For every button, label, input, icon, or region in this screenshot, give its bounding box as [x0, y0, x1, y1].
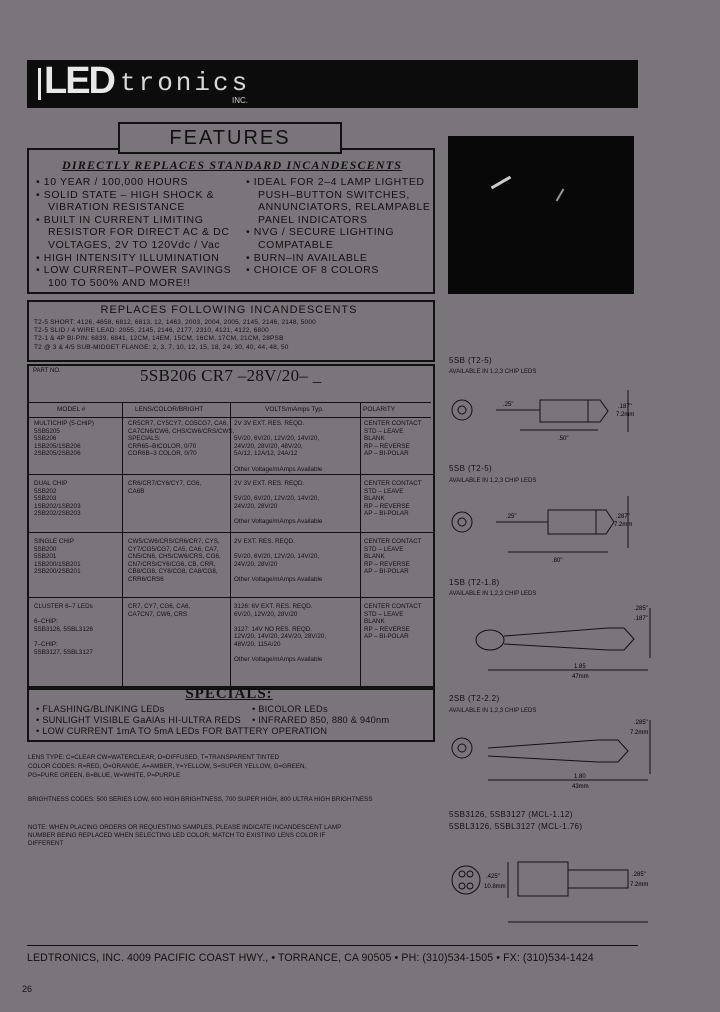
dim-label: 7.2mm — [630, 730, 649, 736]
replaces-line: T2-1 & 4P BI-PIN: 6839, 6841, 12CM, 14EM, 15CM, 16CM, 17CM, 21CM, 28PSB — [34, 335, 284, 343]
feature-item: • BURN–IN AVAILABLE — [246, 251, 368, 264]
replaces-line: T2-5 SHORT: 4126, 4658, 6812, 6813, 12, 1463, 2003, 2004, 2005, 2145, 2146, 2148, 5000 — [34, 319, 316, 326]
drawing-label: 5SBL3126, 5SBL3127 (MCL-1.76) — [449, 822, 583, 831]
header-polarity: POLARITY — [363, 406, 396, 413]
row3-polarity: CENTER CONTACT STD – LEAVE BLANK RP – REVERSE AP – BI-POLAR — [364, 538, 422, 576]
replaces-line: T2 @ 3 & 4/5 SUB-MIDGET FLANGE: 2, 3, 7, 10, 12, 15, 18, 24, 30, 40, 44, 48, 50 — [34, 343, 289, 351]
features-title: FEATURES — [118, 122, 342, 154]
drawing-label: 5SB (T2-5) — [449, 356, 493, 365]
feature-item: 100 TO 500% AND MORE!! — [48, 276, 191, 289]
row-divider — [27, 474, 433, 475]
row4-lens: CR7, CY7, CG6, CA6, CA7CN7, CW6, CRS — [128, 603, 191, 618]
feature-item: PUSH–BUTTON SWITCHES, — [258, 188, 410, 201]
special-item: • SUNLIGHT VISIBLE GaAlAs HI-ULTRA REDS — [36, 715, 241, 725]
dim-label: .187" — [634, 616, 648, 622]
color-codes: COLOR CODES: R=RED, O=ORANGE, A=AMBER, Y=YELLOW, S=SUPER YELLOW, G=GREEN, — [28, 763, 307, 770]
dim-label: .25" — [503, 402, 514, 408]
dim-label: 7.2mm — [630, 882, 649, 888]
dim-label: 7.2mm — [616, 412, 635, 418]
brand-text: tronics — [120, 68, 251, 98]
row4-volts: 3126: 6V EXT. RES. REQD. 6V/20, 12V/20, 28V/20 3127: 14V NO RES. REQD. 12V/20, 14V/20, 24V/20, 28V/20, 48V/20, 115A/20 Other Voltage/mAmps Available — [234, 603, 327, 664]
dim-label: 1.80 — [574, 774, 586, 780]
column-divider — [122, 403, 123, 686]
row4-model: CLUSTER 6–7 LEDs 6–CHIP: 5SB3126, 5SBL3126 7–CHIP: 5SB3127, 5SBL3127 — [34, 603, 93, 656]
dim-label: .25" — [506, 514, 517, 520]
dim-label: .80" — [552, 558, 563, 564]
drawing-label: 5SB (T2-5) — [449, 464, 493, 473]
row-divider — [27, 532, 433, 533]
drawing-sub: AVAILABLE IN 1,2,3 CHIP LEDS — [449, 478, 537, 484]
dim-label: .285" — [632, 872, 646, 878]
dim-label: .285" — [634, 720, 648, 726]
dim-label: 7.2mm — [614, 522, 633, 528]
footer-address: LEDTRONICS, INC. 4009 PACIFIC COAST HWY., • TORRANCE, CA 90505 • PH: (310)534-1505 • FX: (310)534-1424 — [27, 952, 594, 964]
row1-model: MULTICHIP (5-CHIP) 5SB5205 5SB206 1SB205/1SB206 2SB205/2SB206 — [34, 420, 94, 458]
special-item: • LOW CURRENT 1mA TO 5mA LEDs FOR BATTERY OPERATION — [36, 726, 328, 736]
part-number-example: 5SB206 CR7 –28V/20– _ — [140, 366, 322, 385]
feature-item: • 10 YEAR / 100,000 HOURS — [36, 176, 189, 188]
dim-label: .187" — [618, 404, 632, 410]
row2-model: DUAL CHIP 5SB202 5SB203 1SB202/1SB203 2SB202/2SB203 — [34, 480, 81, 518]
brightness-codes: BRIGHTNESS CODES: 500 SERIES LOW, 600 HIGH BRIGHTNESS, 700 SUPER HIGH, 800 ULTRA HIGH BRIGHTNESS — [28, 796, 373, 803]
row2-polarity: CENTER CONTACT STD – LEAVE BLANK RP – REVERSE AP – BI-POLAR — [364, 480, 422, 518]
header-bar — [27, 60, 638, 108]
replaces-list — [34, 319, 316, 352]
color-codes: PG=PURE GREEN, B=BLUE, W=WHITE, P=PURPLE — [28, 772, 181, 779]
brand-inc: INC. — [232, 96, 248, 105]
led-lamp-image — [556, 188, 565, 201]
order-note: DIFFERENT — [28, 840, 64, 847]
lens-type-codes: LENS TYPE: C=CLEAR CW=WATERCLEAR, D=DIFFUSED, T=TRANSPARENT TINTED — [28, 754, 279, 761]
row2-lens: CR6/CR7/CY6/CY7, CG6, CA6B — [128, 480, 202, 495]
header-volts: VOLTS/mAmps Typ. — [265, 406, 324, 413]
dim-label: .287" — [616, 514, 630, 520]
feature-item: • NVG / SECURE LIGHTING — [246, 226, 395, 239]
replaces-title: REPLACES FOLLOWING INCANDESCENTS — [100, 304, 358, 316]
product-photo — [448, 136, 634, 294]
row1-lens: CR5CR7, CY5CY7, CG5CG7, CA6, CA7CN6/CW6, CHS/CW6/CRS/CWS, SPECIALS: CRR65–BICOLOR, 0/70 COR6B–3 COLOR, 0/70 — [128, 420, 235, 458]
footer-divider — [27, 945, 638, 946]
feature-item: VOLTAGES, 2V TO 120Vdc / Vac — [48, 238, 221, 251]
specials-title: SPECIALS: — [185, 686, 273, 702]
drawing-sub: AVAILABLE IN 1,2,3 CHIP LEDS — [449, 708, 537, 714]
row-divider — [27, 597, 433, 598]
dim-label: .425" — [486, 874, 500, 880]
ledtronics-logo — [36, 60, 114, 104]
lamp-drawing-5sb-1 — [448, 378, 648, 454]
row2-volts: 2V 3V EXT. RES. REQD. 5V/20, 6V/20, 12V/20, 14V/20, 24V/20, 28V/20 Other Voltage/mAmps Available — [234, 480, 323, 525]
dim-label: .285" — [634, 606, 648, 612]
logo-text: LED — [44, 60, 114, 102]
header-model: MODEL # — [57, 406, 86, 413]
dim-label: .50" — [558, 436, 569, 442]
features-list-right — [246, 176, 436, 277]
feature-item: • CHOICE OF 8 COLORS — [246, 264, 379, 277]
header-lens: LENS/COLOR/BRIGHT — [135, 406, 204, 413]
table-header — [27, 402, 431, 418]
lamp-drawing-5sb-2 — [448, 488, 648, 574]
part-no-label: PART NO. — [33, 368, 61, 374]
special-item: • INFRARED 850, 880 & 940nm — [252, 715, 390, 725]
feature-item: • SOLID STATE – HIGH SHOCK & — [36, 188, 215, 201]
dim-label: 1.85 — [574, 664, 586, 670]
special-item: • BICOLOR LEDs — [252, 704, 328, 714]
drawing-sub: AVAILABLE IN 1,2,3 CHIP LEDS — [449, 591, 537, 597]
order-note: NOTE: WHEN PLACING ORDERS OR REQUESTING SAMPLES, PLEASE INDICATE INCANDESCENT LAMP — [28, 824, 342, 831]
feature-item: • LOW CURRENT–POWER SAVINGS — [36, 264, 232, 277]
page-number: 26 — [22, 984, 33, 994]
special-item: • FLASHING/BLINKING LEDs — [36, 704, 165, 714]
row1-volts: 2V 3V EXT. RES. REQD. 5V/20, 6V/20, 12V/20, 14V/20, 24V/20, 28V/20, 48V/20, 5A/12, 12A/12, 24A/12 Other Voltage/mAmps Available — [234, 420, 323, 473]
row1-polarity: CENTER CONTACT STD – LEAVE BLANK RP – REVERSE AP – BI-POLAR — [364, 420, 422, 458]
dim-label: 10.8mm — [484, 884, 506, 890]
feature-item: • IDEAL FOR 2–4 LAMP LIGHTED — [246, 176, 425, 188]
features-subtitle: DIRECTLY REPLACES STANDARD INCANDESCENTS — [62, 158, 403, 172]
features-list-left — [36, 176, 246, 289]
led-lamp-image — [491, 176, 512, 190]
feature-item: • HIGH INTENSITY ILLUMINATION — [36, 251, 220, 264]
feature-item: PANEL INDICATORS — [258, 213, 368, 226]
drawing-label: 1SB (T2-1.8) — [449, 578, 500, 587]
lamp-drawing-1sb — [448, 598, 658, 682]
feature-item: RESISTOR FOR DIRECT AC & DC — [48, 226, 230, 239]
drawing-label: 5SB3126, 5SB3127 (MCL-1.12) — [449, 810, 573, 819]
feature-item: VIBRATION RESISTANCE — [48, 201, 186, 214]
dim-label: 43mm — [572, 784, 589, 790]
drawing-label: 2SB (T2-2.2) — [449, 694, 500, 703]
lamp-drawing-cluster — [448, 834, 658, 934]
dim-label: 47mm — [572, 674, 589, 680]
row3-model: SINGLE CHIP 5SB200 5SB201 1SB200/1SB201 2SB200/2SB201 — [34, 538, 81, 576]
row4-polarity: CENTER CONTACT STD – LEAVE BLANK RP – REVERSE AP – BI-POLAR — [364, 603, 422, 641]
column-divider — [360, 403, 361, 686]
feature-item: COMPATABLE — [258, 238, 334, 251]
feature-item: • BUILT IN CURRENT LIMITING — [36, 213, 204, 226]
row3-lens: CW5/CW6/CRS/CR6/CR7, CYS, CY7/CG5/CG7, CA5, CA6, CA7, CN5/CN6, CHS/CW6/CRS, CG6, CN7/CRS/CY6/CG6, CB, CRR, CB8/CG8, CY8/CG8, CA8/CG8, CRR6/CRS6 — [128, 538, 221, 583]
replaces-line: T2-5 SLID / 4 WIRE LEAD: 2055, 2145, 2146, 2177, 2310, 4121, 4122, 6800 — [34, 327, 269, 335]
feature-item: ANNUNCIATORS, RELAMPABLE — [258, 201, 431, 214]
order-note: NUMBER BEING REPLACED WHEN SELECTING LED COLOR, MATCH TO EXISTING LENS COLOR IF — [28, 832, 326, 839]
row3-volts: 2V EXT. RES. REQD. 5V/20, 6V/20, 12V/20, 14V/20, 24V/20, 28V/20 Other Voltage/mAmps Available — [234, 538, 323, 583]
drawing-sub: AVAILABLE IN 1,2,3 CHIP LEDS — [449, 369, 537, 375]
lamp-drawing-2sb — [448, 714, 658, 798]
